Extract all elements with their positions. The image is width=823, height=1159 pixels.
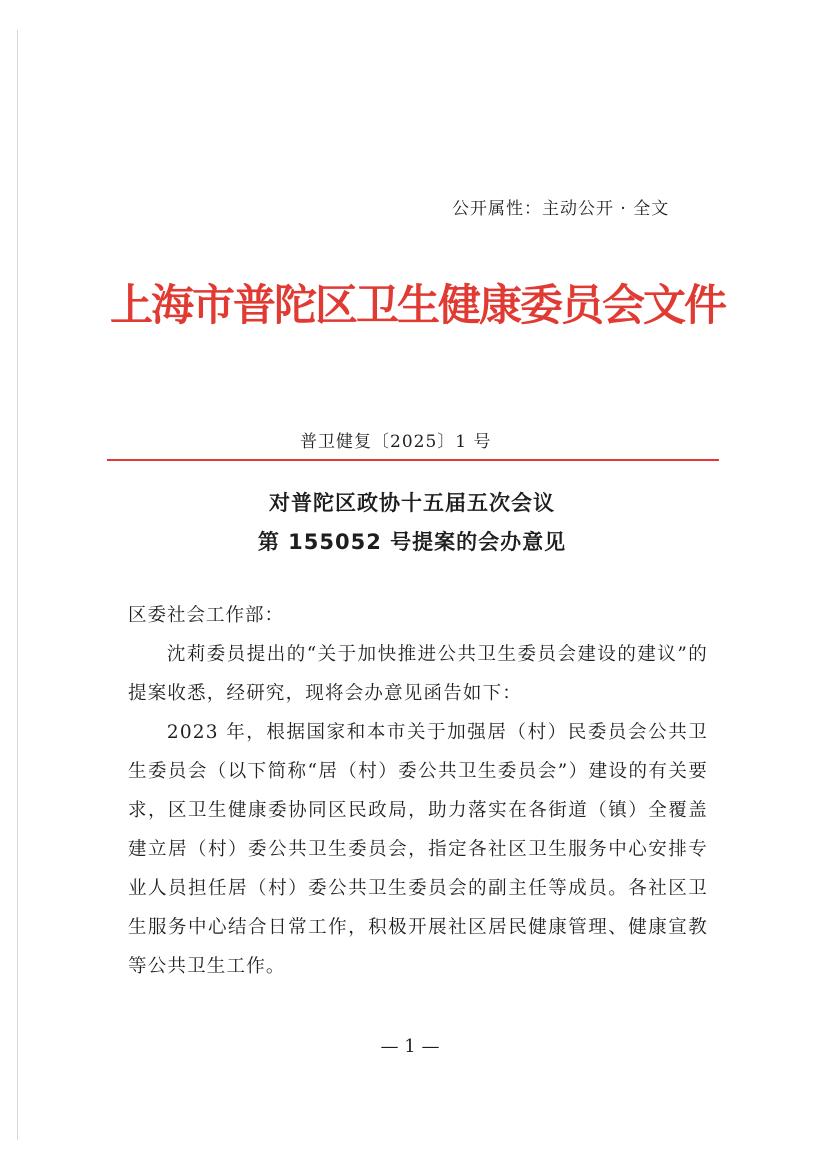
addressee: 区委社会工作部：	[128, 605, 285, 626]
letterhead-divider	[107, 459, 719, 461]
document-number: 普卫健复〔2025〕1 号	[300, 432, 492, 452]
document-title-line-2: 第 155052 号提案的会办意见	[257, 530, 567, 554]
disclosure-attribute: 公开属性：主动公开 · 全文	[452, 199, 670, 219]
letterhead-title: 上海市普陀区卫生健康委员会文件	[110, 281, 725, 331]
body-paragraph-2: 2023 年，根据国家和本市关于加强居（村）民委员会公共卫生委员会（以下简称“居（村）委公共卫生委员会”）建设的有关要求，区卫生健康委协同区民政局，助力落实在各街道（镇）全覆盖建立居（村）委公共卫生委员会，指定各社区卫生服务中心安排专业人员担任居（村）委公共卫生委员会的副主任等成员。各社区卫生服务中心结合日常工作，积极开展社区居民健康管理、健康宣教等公共卫生工作。	[128, 722, 708, 977]
body-paragraph-1: 沈莉委员提出的“关于加快推进公共卫生委员会建设的建议”的提案收悉，经研究，现将会办意见函告如下：	[128, 644, 708, 704]
page-edge-line	[17, 30, 18, 1140]
page-number: — 1 —	[380, 1036, 440, 1057]
document-title-line-1: 对普陀区政协十五届五次会议	[269, 491, 555, 515]
document-body	[128, 596, 708, 986]
